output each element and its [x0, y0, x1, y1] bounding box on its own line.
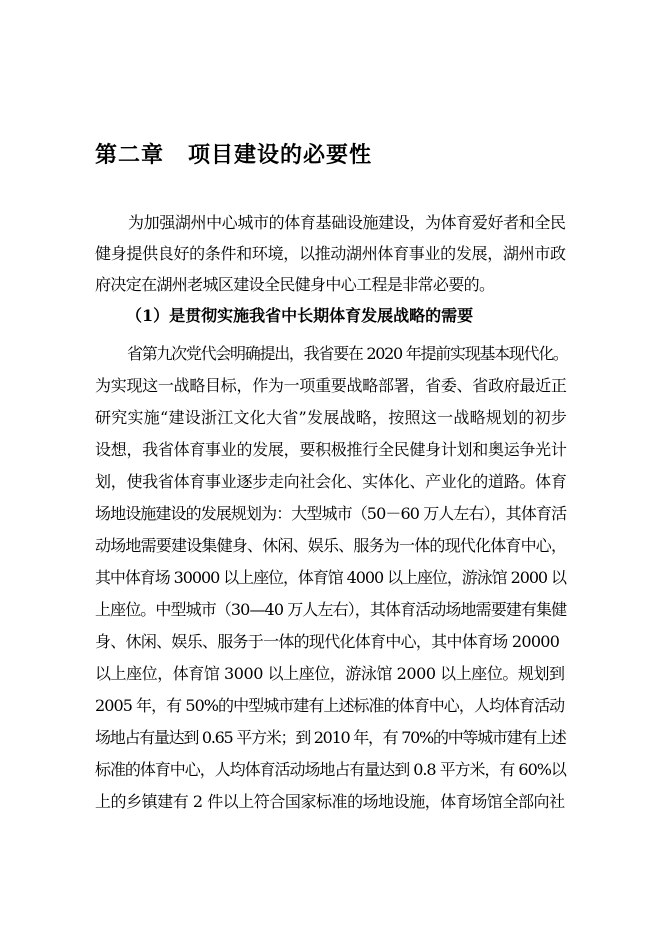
body-line: 动场地需要建设集健身、休闲、娱乐、服务为一体的现代化体育中心， [95, 536, 567, 555]
body-line: 以上座位，体育馆 3000 以上座位，游泳馆 2000 以上座位。规划到 [95, 664, 565, 683]
body-line: 场地占有量达到 0.65 平方米；到 2010 年，有 70%的中等城市建有上述 [95, 728, 566, 747]
intro-line: 府决定在湖州老城区建设全民健身中心工程是非常必要的。 [95, 275, 495, 294]
intro-line: 为加强湖州中心城市的体育基础设施建设，为体育爱好者和全民 [128, 213, 566, 232]
body-line: 标准的体育中心，人均体育活动场地占有量达到 0.8 平方米，有 60%以 [95, 760, 566, 779]
section-heading: （1）是贯彻实施我省中长期体育发展战略的需要 [126, 306, 474, 325]
body-line: 其中体育场 30000 以上座位，体育馆 4000 以上座位，游泳馆 2000 以 [95, 568, 566, 587]
body-line: 身、休闲、娱乐、服务于一体的现代化体育中心，其中体育场 20000 [95, 632, 560, 651]
intro-line: 健身提供良好的条件和环境，以推动湖州体育事业的发展，湖州市政 [95, 244, 566, 263]
chapter-heading: 项目建设的必要性 [188, 142, 373, 168]
body-line: 上的乡镇建有 2 件以上符合国家标准的场地设施，体育场馆全部向社 [95, 792, 565, 811]
body-line: 研究实施“建设浙江文化大省”发展战略，按照这一战略规划的初步 [95, 408, 568, 427]
body-line: 场地设施建设的发展规划为：大型城市（50－60 万人左右），其体育活 [95, 504, 567, 523]
chapter-title [95, 138, 372, 169]
body-line: 设想，我省体育事业的发展，要积极推行全民健身计划和奥运争光计 [95, 440, 567, 459]
body-line: 上座位。中型城市（30—40 万人左右），其体育活动场地需要建有集健 [95, 600, 567, 619]
body-line: 省第九次党代会明确提出，我省要在 2020 年提前实现基本现代化。 [127, 344, 568, 363]
body-line: 2005 年，有 50%的中型城市建有上述标准的体育中心，人均体育活动 [95, 696, 565, 715]
chapter-number: 第二章 [95, 142, 165, 168]
body-line: 划，使我省体育事业逐步走向社会化、实体化、产业化的道路。体育 [95, 472, 567, 491]
body-line: 为实现这一战略目标，作为一项重要战略部署，省委、省政府最近正 [95, 376, 567, 395]
